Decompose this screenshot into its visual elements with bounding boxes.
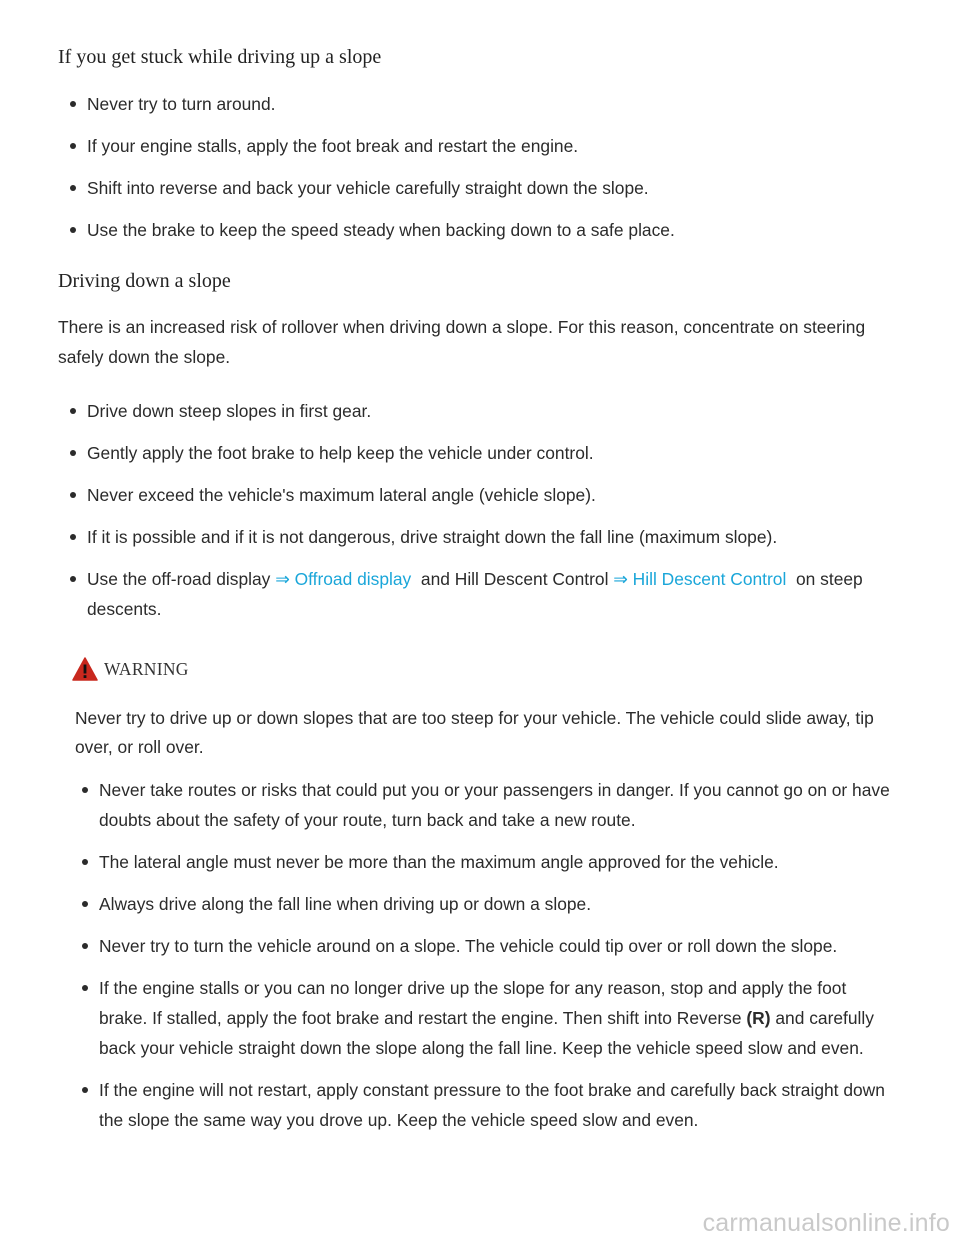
- list-item: Never exceed the vehicle's maximum lateral angle (vehicle slope).: [58, 480, 918, 510]
- list-item-text: and Hill Descent Control: [411, 569, 614, 589]
- offroad-display-link[interactable]: ⇒ Offroad display: [275, 569, 412, 589]
- list-item: Never take routes or risks that could put you or your passengers in danger. If you cannot go on or have doubts about the safety of your route, turn back and take a new route.: [70, 775, 900, 835]
- list-item: Drive down steep slopes in first gear.: [58, 396, 918, 426]
- list-item: Use the brake to keep the speed steady when backing down to a safe place.: [58, 215, 918, 245]
- warning-list: [70, 775, 900, 1135]
- driving-down-intro: There is an increased risk of rollover when driving down a slope. For this reason, concentrate on steering safely down the slope.: [58, 317, 866, 367]
- section-heading-stuck-uphill: If you get stuck while driving up a slope: [58, 46, 382, 68]
- list-item-offroad-display: [58, 564, 887, 624]
- list-item: If the engine will not restart, apply constant pressure to the foot brake and carefully back straight down the slope the same way you drove up. Keep the vehicle speed slow and even.: [70, 1075, 899, 1135]
- list-item: Shift into reverse and back your vehicle carefully straight down the slope.: [58, 173, 918, 203]
- list-item-text: Use the off-road display: [87, 569, 276, 589]
- section-heading-driving-down: Driving down a slope: [58, 270, 231, 292]
- driving-down-list: [58, 396, 918, 624]
- reverse-gear-label: (R): [746, 1008, 771, 1028]
- warning-intro: Never try to drive up or down slopes that are too steep for your vehicle. The vehicle could slide away, tip over, or roll over.: [75, 708, 874, 757]
- warning-triangle-icon: [72, 657, 98, 681]
- watermark: carmanualsonline.info: [702, 1209, 950, 1237]
- list-item: Gently apply the foot brake to help keep the vehicle under control.: [58, 438, 918, 468]
- list-item-reverse: [70, 973, 899, 1063]
- list-item-text: on steep descents.: [87, 569, 868, 619]
- warning-header: [72, 657, 189, 681]
- list-item: If it is possible and if it is not dangerous, drive straight down the fall line (maximum slope).: [58, 522, 918, 552]
- hill-descent-control-link[interactable]: ⇒ Hill Descent Control: [613, 569, 787, 589]
- warning-label: WARNING: [104, 658, 189, 679]
- list-item: The lateral angle must never be more than the maximum angle approved for the vehicle.: [70, 847, 900, 877]
- list-item-text: If the engine stalls or you can no longer drive up the slope for any reason, stop and apply the foot brake. If stalled, apply the foot brake and restart the engine. Then shift into Reverse: [99, 978, 847, 1028]
- list-item: If your engine stalls, apply the foot break and restart the engine.: [58, 131, 918, 161]
- list-item: Never try to turn the vehicle around on a slope. The vehicle could tip over or roll down the slope.: [70, 931, 869, 961]
- list-item: Never try to turn around.: [58, 89, 918, 119]
- list-item: Always drive along the fall line when driving up or down a slope.: [70, 889, 900, 919]
- list-item-text: and carefully back your vehicle straight down the slope along the fall line. Keep the vehicle speed slow and even.: [99, 1008, 874, 1058]
- stuck-uphill-list: [58, 89, 918, 245]
